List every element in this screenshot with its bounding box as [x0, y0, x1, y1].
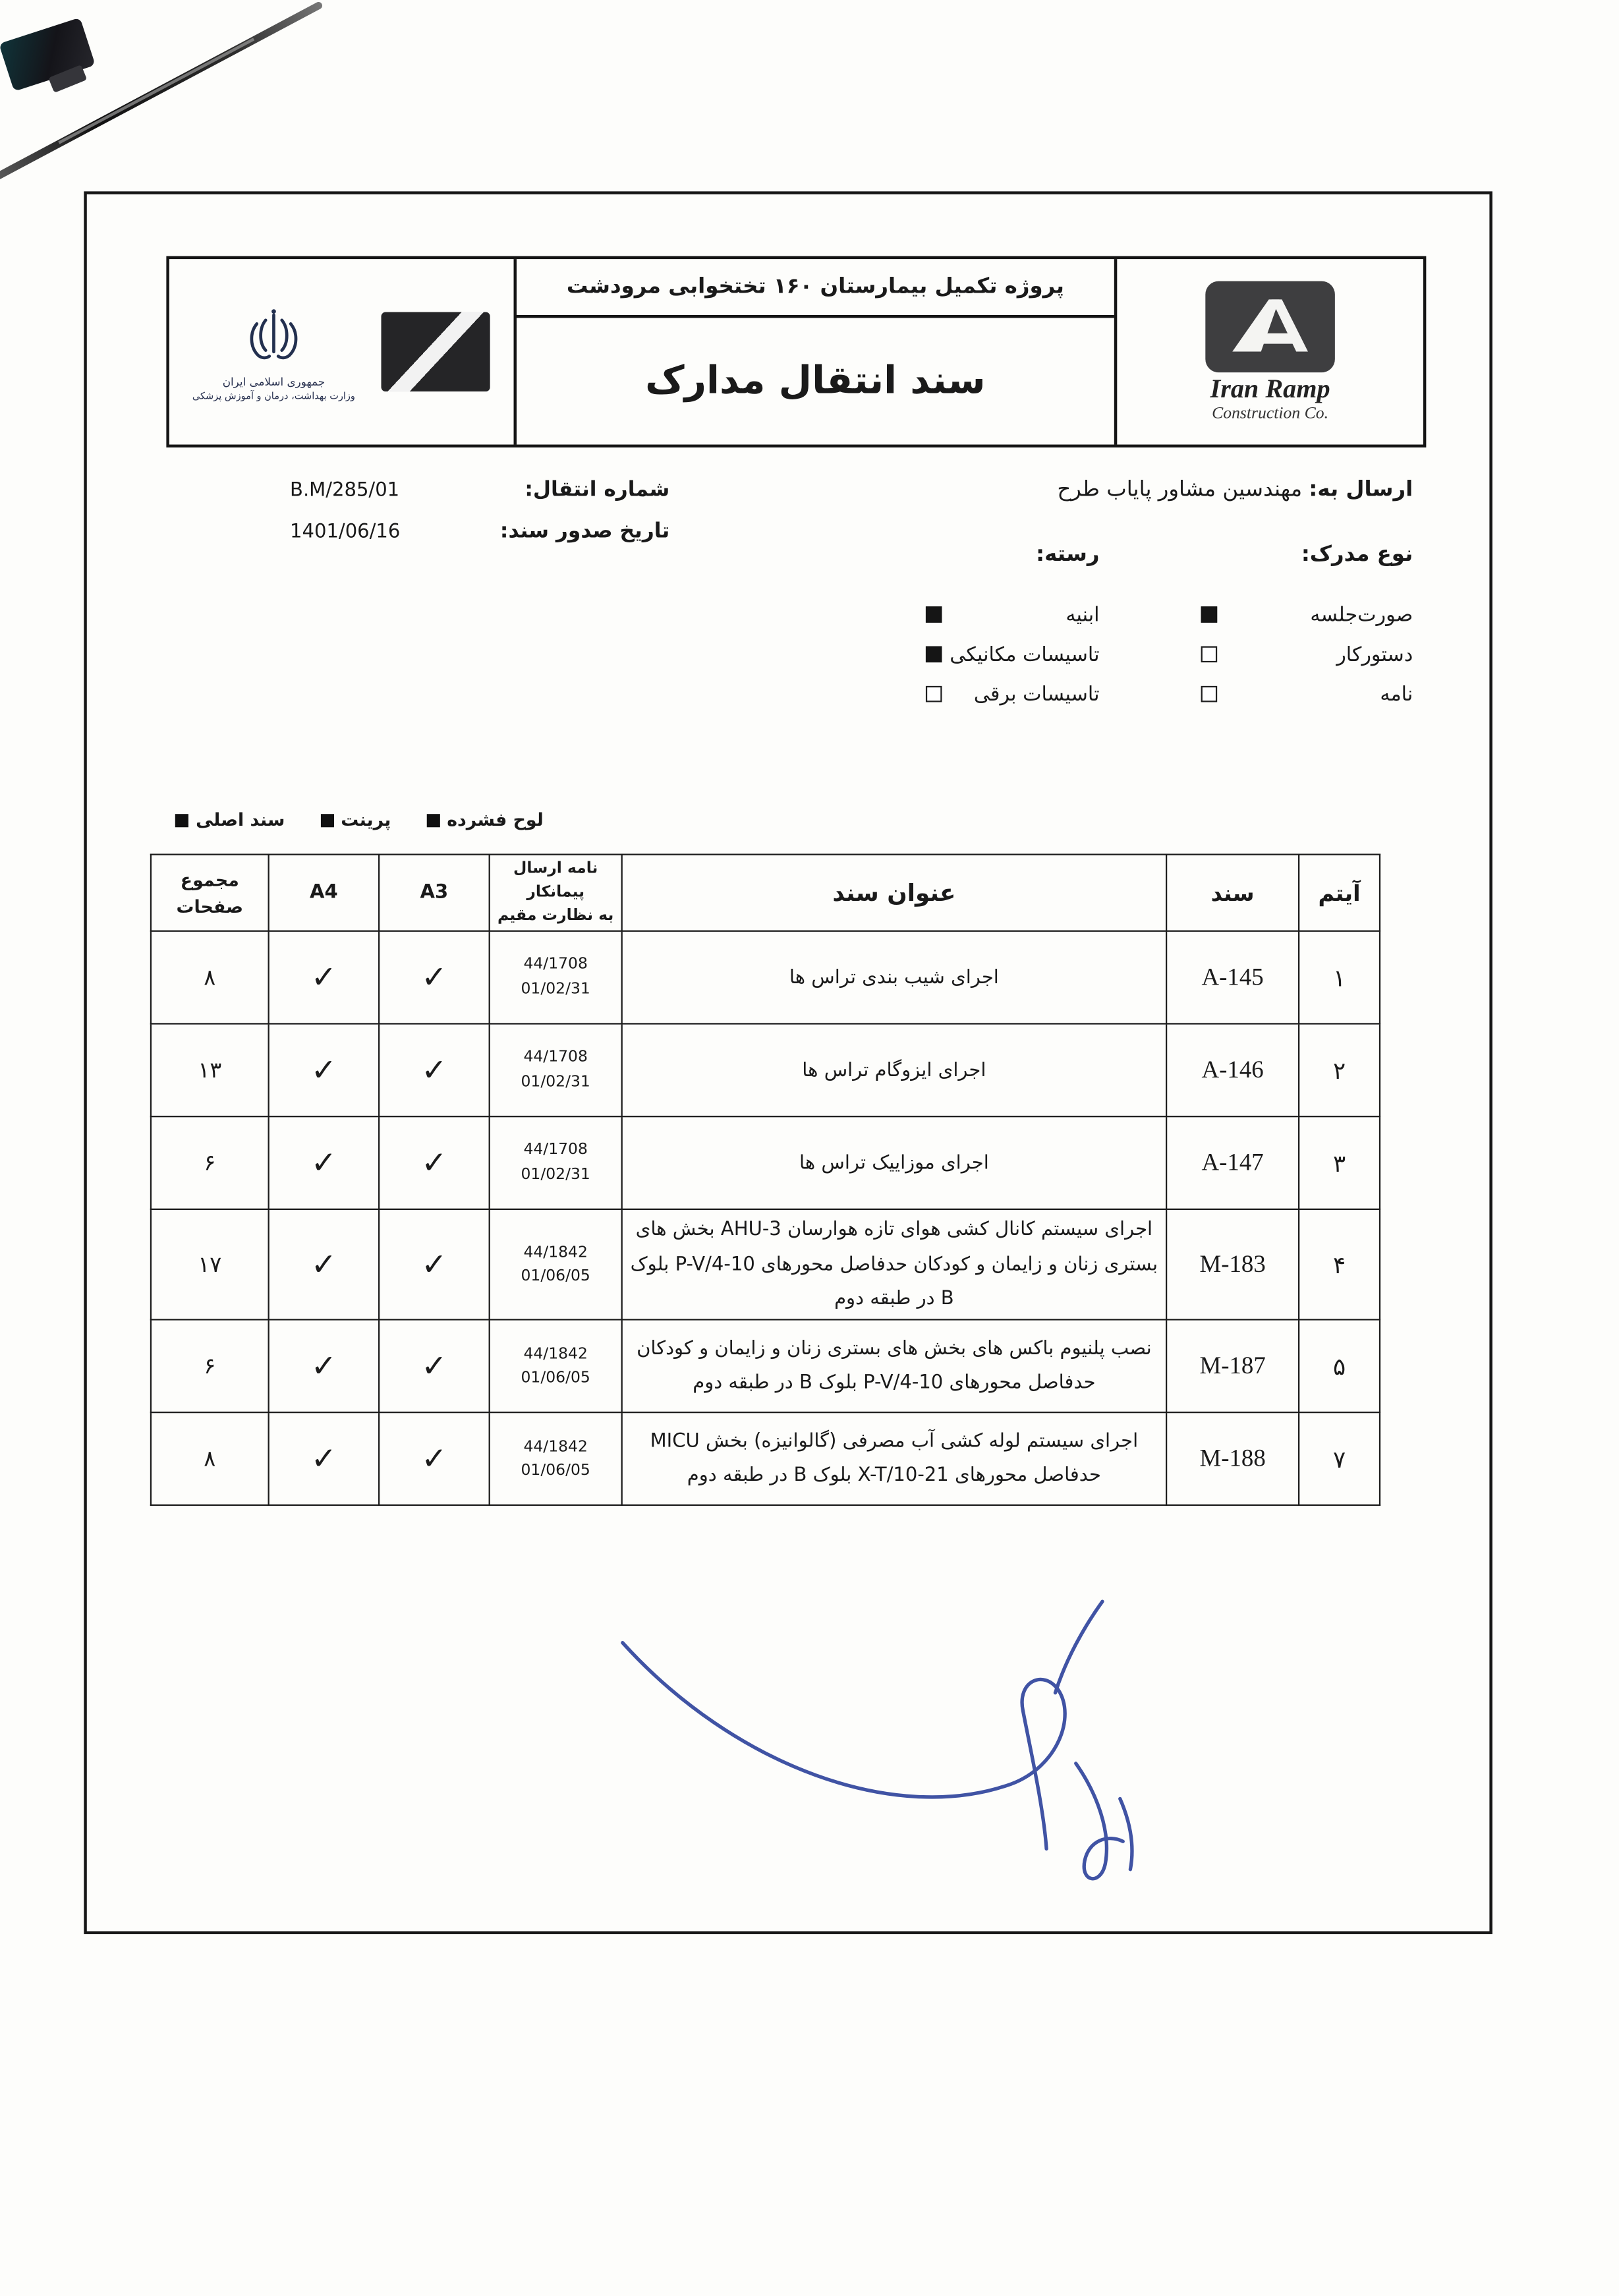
item-number: ۲: [1299, 1024, 1380, 1117]
table-row: [151, 1117, 1380, 1210]
doc-title: نصب پلنیوم باکس های بخش های بستری زنان و زایمان و کودکان حدفاصل محورهای P-V/4-10 بلوک B در طبقه دوم: [622, 1320, 1166, 1413]
category-option: [926, 594, 1100, 634]
legend-label: لوح فشرده: [447, 809, 544, 830]
signature: [602, 1545, 1162, 1919]
legend-item: [175, 809, 285, 830]
a4-checkmark: ✓: [269, 1024, 380, 1117]
a3-checkmark: ✓: [379, 1209, 490, 1320]
checkbox-icon: [1201, 606, 1218, 623]
letter-ref: 44/1842 01/06/05: [490, 1413, 622, 1506]
transmittal-table-body: [151, 931, 1380, 1505]
doc-title: اجرای سیستم کانال کشی هوای تازه هوارسان AHU-3 بخش های بستری زنان و زایمان و کودکان حدفاصل محورهای P-V/4-10 بلوک B در طبقه دوم: [622, 1209, 1166, 1320]
doc-code: M-187: [1166, 1320, 1299, 1413]
transfer-number-value: B.M/285/01: [290, 480, 400, 502]
a3-checkmark: ✓: [379, 1413, 490, 1506]
category-options: [926, 594, 1100, 714]
legend-square-icon: [175, 813, 188, 826]
col-header-doc: سند: [1166, 855, 1299, 932]
letter-ref: 44/1842 01/06/05: [490, 1320, 622, 1413]
category-heading: رسته:: [1036, 543, 1100, 567]
checkbox-icon: [926, 646, 942, 663]
pages-total: ۶: [151, 1117, 269, 1210]
a4-checkmark: ✓: [269, 1413, 380, 1506]
checkbox-icon: [1201, 686, 1218, 703]
project-title: پروژه تکمیل بیمارستان ۱۶۰ تختخوابی مرودشت: [566, 275, 1064, 299]
letter-ref: 44/1708 01/02/31: [490, 1024, 622, 1117]
letter-ref: 44/1708 01/02/31: [490, 1117, 622, 1210]
doc-type-option: [1201, 594, 1413, 634]
ministry-text-line1: جمهوری اسلامی ایران: [222, 374, 326, 388]
a3-checkmark: ✓: [379, 931, 490, 1024]
pages-total: ۶: [151, 1320, 269, 1413]
doc-code: A-145: [1166, 931, 1299, 1024]
item-number: ۱: [1299, 931, 1380, 1024]
doc-code: A-146: [1166, 1024, 1299, 1117]
iran-ramp-logo-icon: [1205, 281, 1335, 372]
checkbox-icon: [926, 686, 942, 703]
doc-code: M-183: [1166, 1209, 1299, 1320]
pages-total: ۸: [151, 931, 269, 1024]
col-header-a3: A3: [379, 855, 490, 932]
col-header-pages: مجموع صفحات: [151, 855, 269, 932]
transfer-number-line: [290, 478, 669, 502]
a3-checkmark: ✓: [379, 1024, 490, 1117]
company-subtitle: Construction Co.: [1212, 405, 1329, 424]
legend-square-icon: [320, 813, 333, 826]
col-header-item: آیتم: [1299, 855, 1380, 932]
legend-item: [320, 809, 391, 830]
doc-type-option: [1201, 674, 1413, 714]
send-to-label: ارسال به:: [1309, 478, 1413, 502]
doc-title: اجرای ایزوگام تراس ها: [622, 1024, 1166, 1117]
table-header-row: [151, 855, 1380, 932]
table-row: [151, 931, 1380, 1024]
table-row: [151, 1413, 1380, 1506]
a4-checkmark: ✓: [269, 1209, 380, 1320]
pages-total: ۱۳: [151, 1024, 269, 1117]
item-number: ۴: [1299, 1209, 1380, 1320]
document-frame: [84, 191, 1492, 1934]
doc-title: اجرای سیستم لوله کشی آب مصرفی (گالوانیزه) بخش MICU حدفاصل محورهای X-T/10-21 بلوک B در طبقه دوم: [622, 1413, 1166, 1506]
legend-label: سند اصلی: [196, 809, 285, 830]
col-header-title: عنوان سند: [622, 855, 1166, 932]
item-number: ۵: [1299, 1320, 1380, 1413]
item-number: ۷: [1299, 1413, 1380, 1506]
pages-total: ۱۷: [151, 1209, 269, 1320]
ministry-text-line2: وزارت بهداشت، درمان و آموزش پزشکی: [192, 389, 355, 401]
doc-code: M-188: [1166, 1413, 1299, 1506]
title-cell: [514, 259, 1114, 444]
col-header-a4: A4: [269, 855, 380, 932]
option-label: نامه: [1380, 682, 1413, 706]
letter-ref: 44/1708 01/02/31: [490, 931, 622, 1024]
legend-label: پرینت: [341, 809, 391, 830]
a4-checkmark: ✓: [269, 1117, 380, 1210]
document-title: سند انتقال مدارک: [645, 359, 986, 404]
a3-checkmark: ✓: [379, 1117, 490, 1210]
item-number: ۳: [1299, 1117, 1380, 1210]
a4-checkmark: ✓: [269, 931, 380, 1024]
letter-ref: 44/1842 01/06/05: [490, 1209, 622, 1320]
a3-checkmark: ✓: [379, 1320, 490, 1413]
send-to-line: [1057, 478, 1413, 502]
doc-title: اجرای موزاییک تراس ها: [622, 1117, 1166, 1210]
stamp-logo-icon: [382, 312, 490, 392]
col-header-letter: نامه ارسال پیمانکار به نظارت مقیم: [490, 855, 622, 932]
category-option: [926, 674, 1100, 714]
option-label: تاسیسات برقی: [973, 682, 1100, 706]
send-to-value: مهندسین مشاور پایاب طرح: [1057, 478, 1303, 502]
issue-date-line: [290, 519, 669, 543]
company-logo-cell: [1114, 259, 1423, 444]
ministry-cell: [169, 259, 514, 444]
media-legend: [175, 809, 544, 830]
category-option: [926, 635, 1100, 674]
option-label: دستورکار: [1336, 642, 1413, 666]
transmittal-table: [150, 853, 1380, 1506]
document-header: [166, 256, 1426, 447]
table-row: [151, 1320, 1380, 1413]
option-label: صورت‌جلسه: [1310, 602, 1413, 627]
pages-total: ۸: [151, 1413, 269, 1506]
iran-emblem-icon: [241, 302, 306, 373]
company-name: Iran Ramp: [1210, 373, 1330, 403]
option-label: ابنیه: [1065, 602, 1100, 627]
table-row: [151, 1024, 1380, 1117]
issue-date-value: 1401/06/16: [290, 521, 401, 544]
option-label: تاسیسات مکانیکی: [950, 642, 1100, 666]
doc-type-option: [1201, 635, 1413, 674]
checkbox-icon: [926, 606, 942, 623]
doc-code: A-147: [1166, 1117, 1299, 1210]
transfer-number-label: شماره انتقال:: [525, 478, 670, 502]
table-row: [151, 1209, 1380, 1320]
legend-item: [426, 809, 544, 830]
legend-square-icon: [426, 813, 440, 826]
doc-type-options: [1201, 594, 1413, 714]
a4-checkmark: ✓: [269, 1320, 380, 1413]
issue-date-label: تاریخ صدور سند:: [499, 519, 670, 544]
checkbox-icon: [1201, 646, 1218, 663]
doc-type-heading: نوع مدرک:: [1301, 543, 1413, 567]
doc-title: اجرای شیب بندی تراس ها: [622, 931, 1166, 1024]
